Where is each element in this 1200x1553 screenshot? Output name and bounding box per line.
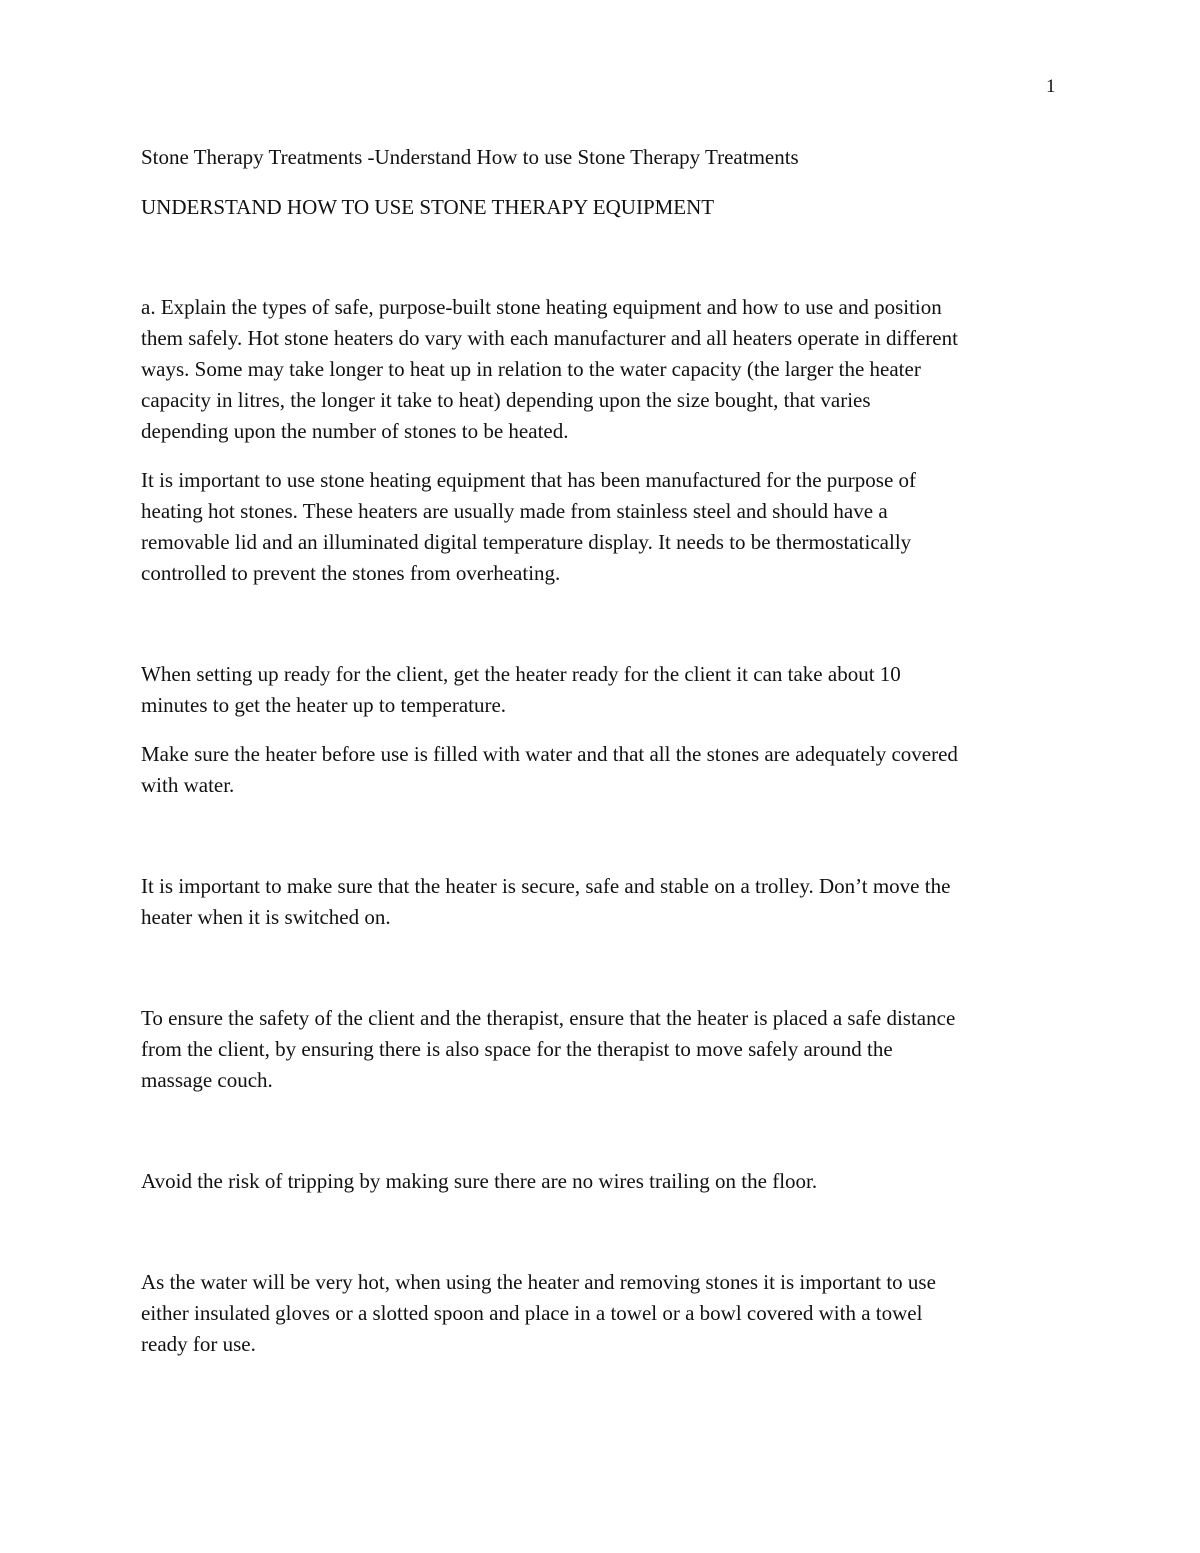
text-line: from the client, by ensuring there is also space for the therapist to move safely around the: [141, 1037, 893, 1061]
paragraph-setup: [141, 659, 1061, 721]
text-line: Make sure the heater before use is filled with water and that all the stones are adequately covered: [141, 742, 958, 766]
text-line: It is important to use stone heating equipment that has been manufactured for the purpose of: [141, 468, 917, 492]
text-line: As the water will be very hot, when using the heater and removing stones it is important to use: [141, 1270, 936, 1294]
text-line: ways. Some may take longer to heat up in relation to the water capacity (the larger the heater: [141, 357, 921, 381]
text-line: heating hot stones. These heaters are usually made from stainless steel and should have a: [141, 499, 888, 523]
page-number: 1: [1046, 76, 1056, 97]
text-line: When setting up ready for the client, get the heater ready for the client it can take about 10: [141, 662, 901, 686]
paragraph-purpose-built-heaters: [141, 465, 1061, 589]
text-line: To ensure the safety of the client and the therapist, ensure that the heater is placed a safe distance: [141, 1006, 956, 1030]
text-line: either insulated gloves or a slotted spoon and place in a towel or a bowl covered with a towel: [141, 1301, 923, 1325]
text-line: Avoid the risk of tripping by making sure there are no wires trailing on the floor.: [141, 1169, 818, 1193]
text-line: removable lid and an illuminated digital temperature display. It needs to be thermostatically: [141, 530, 912, 554]
text-line: It is important to make sure that the heater is secure, safe and stable on a trolley. Don’t move the: [141, 874, 951, 898]
paragraph-tripping: [141, 1166, 1061, 1197]
document-title: Stone Therapy Treatments -Understand How to use Stone Therapy Treatments: [141, 145, 799, 169]
text-line: with water.: [141, 773, 235, 797]
text-line: a. Explain the types of safe, purpose-built stone heating equipment and how to use and position: [141, 295, 942, 319]
paragraph-fill-water: [141, 739, 1061, 801]
document-body: [141, 142, 1061, 1360]
text-line: depending upon the number of stones to be heated.: [141, 419, 569, 443]
text-line: capacity in litres, the longer it take to heat) depending upon the size bought, that varies: [141, 388, 871, 412]
section-heading: UNDERSTAND HOW TO USE STONE THERAPY EQUIPMENT: [141, 195, 715, 219]
text-line: controlled to prevent the stones from overheating.: [141, 561, 561, 585]
paragraph-safe-distance: [141, 1003, 1061, 1096]
paragraph-explain-equipment: [141, 292, 1061, 447]
text-line: minutes to get the heater up to temperature.: [141, 693, 507, 717]
text-line: heater when it is switched on.: [141, 905, 391, 929]
paragraph-secure-trolley: [141, 871, 1061, 933]
text-line: them safely. Hot stone heaters do vary with each manufacturer and all heaters operate in different: [141, 326, 958, 350]
text-line: ready for use.: [141, 1332, 256, 1356]
text-line: massage couch.: [141, 1068, 273, 1092]
paragraph-hot-water: [141, 1267, 1061, 1360]
